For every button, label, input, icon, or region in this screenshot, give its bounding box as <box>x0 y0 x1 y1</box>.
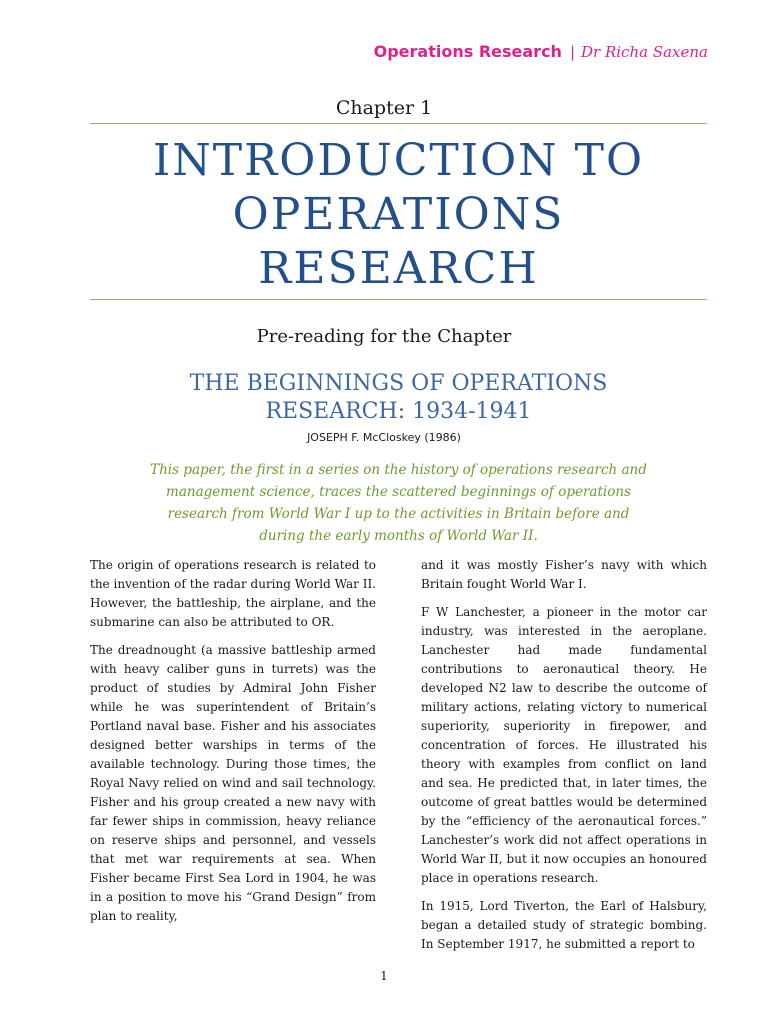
chapter-title-line: INTRODUCTION TO <box>152 135 645 186</box>
page-number: 1 <box>380 969 388 983</box>
abstract-line: management science, traces the scattered beginnings of operations <box>166 484 631 500</box>
chapter-title-line: OPERATIONS <box>232 189 565 240</box>
abstract-line: during the early months of World War II. <box>259 528 538 544</box>
body-paragraph: The dreadnought (a massive battleship armed with heavy caliber guns in turrets) was the product of studies by Admiral John Fisher while he was superintendent of Britain’s Portland naval base. Fisher and his associates designed better warships in terms of the available technology. During those times, the Royal Navy relied on wind and sail technology. Fisher and his group created a new navy with far fewer ships in commission, heavy reliance on reserve ships and personnel, and vessels that met war requirements at sea. When Fisher became First Sea Lord in 1904, he was in a position to move his “Grand Design” from plan to reality, <box>90 643 376 923</box>
bottom-divider <box>90 299 707 300</box>
abstract-line: This paper, the first in a series on the history of operations research and <box>150 462 647 478</box>
top-divider <box>90 123 707 124</box>
body-column-left <box>90 556 376 935</box>
chapter-label: Chapter 1 <box>335 97 433 119</box>
body-paragraph: and it was mostly Fisher’s navy with which Britain fought World War I. <box>421 558 707 591</box>
pre-reading-heading: Pre-reading for the Chapter <box>256 326 512 347</box>
chapter-title-line: RESEARCH <box>258 243 539 294</box>
running-header-author: Dr Richa Saxena <box>581 43 708 61</box>
article-title-line: THE BEGINNINGS OF OPERATIONS <box>189 371 608 396</box>
running-header-separator: | <box>569 43 575 61</box>
running-header-title: Operations Research <box>373 42 562 61</box>
body-paragraph: In 1915, Lord Tiverton, the Earl of Halsbury, began a detailed study of strategic bombing. In September 1917, he submitted a report to <box>421 899 707 951</box>
body-column-right <box>421 556 707 963</box>
article-abstract <box>120 459 677 547</box>
article-byline: JOSEPH F. McCloskey (1986) <box>307 431 461 444</box>
running-header <box>374 42 708 61</box>
chapter-title <box>90 134 707 296</box>
body-paragraph: F W Lanchester, a pioneer in the motor car industry, was interested in the aeroplane. Lanchester had made fundamental contributions to aeronautical theory. He developed N2 law to describe the outcome of military actions, relating victory to numerical superiority, superiority in firepower, and concentration of forces. He illustrated his theory with examples from conflict on land and sea. He predicted that, in later times, the outcome of great battles would be determined by the “efficiency of the aeronautical forces.” Lanchester’s work did not affect operations in World War II, but it now occupies an honoured place in operations research. <box>421 605 707 885</box>
article-title-line: RESEARCH: 1934-1941 <box>265 399 532 424</box>
article-title <box>100 370 697 426</box>
body-paragraph: The origin of operations research is related to the invention of the radar during World War II. However, the battleship, the airplane, and the submarine can also be attributed to OR. <box>90 558 376 629</box>
abstract-line: research from World War I up to the activities in Britain before and <box>167 506 630 522</box>
